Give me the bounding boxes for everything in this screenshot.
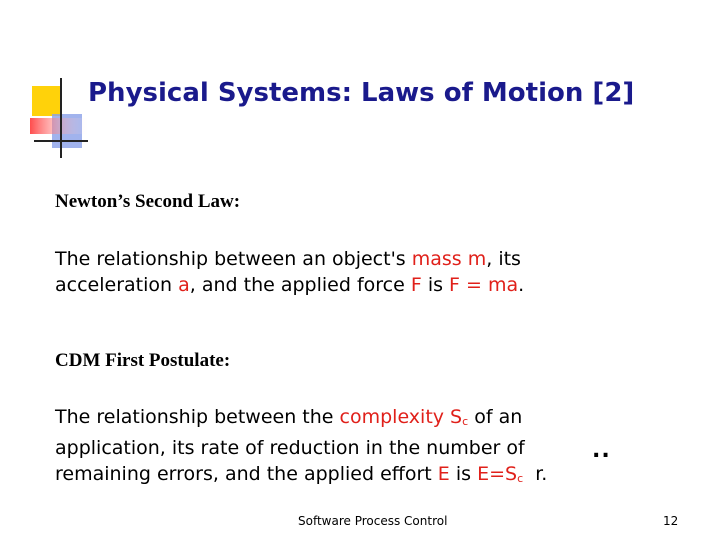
page-number: 12 — [663, 514, 679, 528]
cdm-line-2: application, its rate of reduction in the number of — [55, 437, 525, 459]
cdm-line-1: The relationship between the complexity $S_c$ of an — [55, 406, 523, 428]
mass-term: mass m — [411, 248, 487, 270]
effort-term: E — [437, 463, 450, 485]
cdm-paragraph — [55, 404, 547, 492]
slide-logo-decoration — [30, 78, 92, 158]
second-derivative-dots: .. — [592, 438, 611, 463]
r-double-dot: r — [535, 463, 542, 485]
slide-title: Physical Systems: Laws of Motion [2] — [88, 78, 635, 108]
footer-title: Software Process Control — [298, 514, 448, 528]
acceleration-term: a — [178, 274, 190, 296]
effort-equation: $E=S_c$ — [477, 463, 524, 485]
force-term: F — [410, 274, 422, 296]
cdm-line-3: remaining errors, and the applied effort E is $E=S_c$ r. — [55, 463, 548, 485]
newton-line-1: The relationship between an object's mass m, its — [55, 248, 521, 270]
newton-heading: Newton’s Second Law: — [55, 191, 241, 212]
logo-graphic — [30, 78, 92, 158]
newton-line-2: acceleration a, and the applied force F is F = ma. — [55, 274, 525, 296]
force-equation: F = ma — [449, 274, 519, 296]
newton-paragraph — [55, 246, 524, 298]
complexity-term: complexity $S_c$ — [339, 406, 469, 428]
cdm-heading: CDM First Postulate: — [55, 350, 231, 371]
